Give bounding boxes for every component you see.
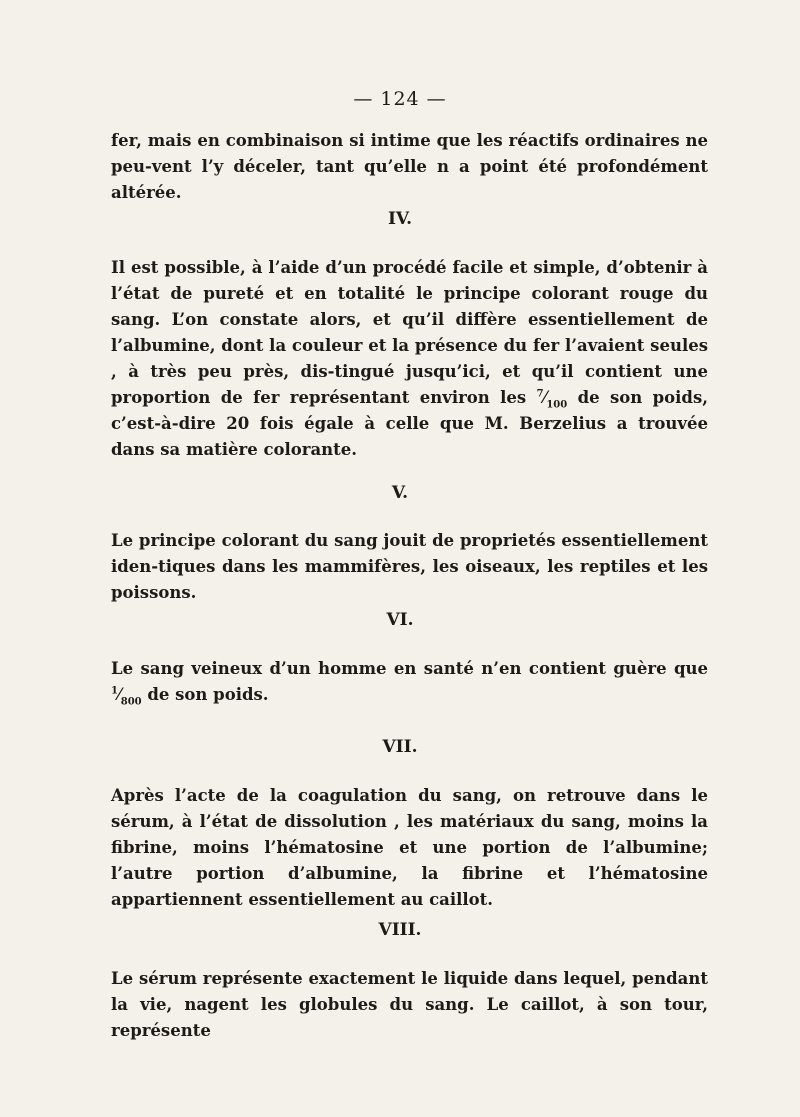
paragraph-vi-text-2: de son poids. (141, 685, 269, 704)
paragraph-iv-text-2: de son poids, c’est-à-dire 20 fois égale à celle que M. Berzelius a trouvée dans sa matière colorante. (111, 388, 708, 459)
fraction-denominator: 100 (546, 399, 568, 411)
paragraph-iv: Il est possible, à l’aide d’un procédé facile et simple, d’obtenir à l’état de pureté et en totalité le principe colorant rouge du sang. L’on constate alors, et qu’il diffère essentiellement de l’albumine, dont la couleur et la présence du fer l’avaient seules , à très peu près, dis-tingué jusqu’ici, et qu’il contient une proportion de fer représentant environ les $^7⁄_{100}$ de son poids, c’est-à-dire 20 fois égale à celle que M. Berzelius a trouvée dans sa matière colorante. (111, 258, 708, 459)
paragraph-vi: Le sang veineux d’un homme en santé n’en contient guère que $^1⁄_{800}$ de son poids. (111, 659, 708, 708)
paragraph-intro: fer, mais en combinaison si intime que les réactifs ordinaires ne peu-vent l’y déceler, tant qu’elle n a point été profondément altérée. (111, 131, 708, 202)
fraction-denominator: 800 (120, 696, 142, 708)
page-number: — 124 — (353, 88, 447, 110)
paragraph-vi-text-1: Le sang veineux d’un homme en santé n’en contient guère que (111, 659, 708, 678)
paragraph-v: Le principe colorant du sang jouit de proprietés essentiellement iden-tiques dans les mammifères, les oiseaux, les reptiles et les poissons. (111, 531, 708, 602)
paragraph-vii: Après l’acte de la coagulation du sang, on retrouve dans le sérum, à l’état de dissolution , les matériaux du sang, moins la fibrine, moins l’hématosine et une portion de l’albumine; l’autre portion d’albumine, la fibrine et l’hématosine appartiennent essentiellement au caillot. (111, 786, 708, 909)
fraction-numerator: 1 (111, 685, 118, 697)
section-heading-viii: VIII. (378, 920, 422, 940)
paragraph-viii: Le sérum représente exactement le liquide dans lequel, pendant la vie, nagent les globules du sang. Le caillot, à son tour, représente (111, 969, 708, 1040)
section-heading-iv: IV. (387, 209, 413, 229)
section-heading-v: V. (391, 483, 409, 503)
section-heading-vi: VI. (386, 610, 414, 630)
fraction-numerator: 7 (536, 388, 544, 400)
paragraph-iv-text-1: Il est possible, à l’aide d’un procédé facile et simple, d’obtenir à l’état de pureté et en totalité le principe colorant rouge du sang. L’on constate alors, et qu’il diffère essentiellement de l’albumine, dont la couleur et la présence du fer l’avaient seules , à très peu près, dis-tingué jusqu’ici, et qu’il contient une proportion de fer représentant environ les (111, 258, 708, 407)
section-heading-vii: VII. (382, 737, 418, 757)
